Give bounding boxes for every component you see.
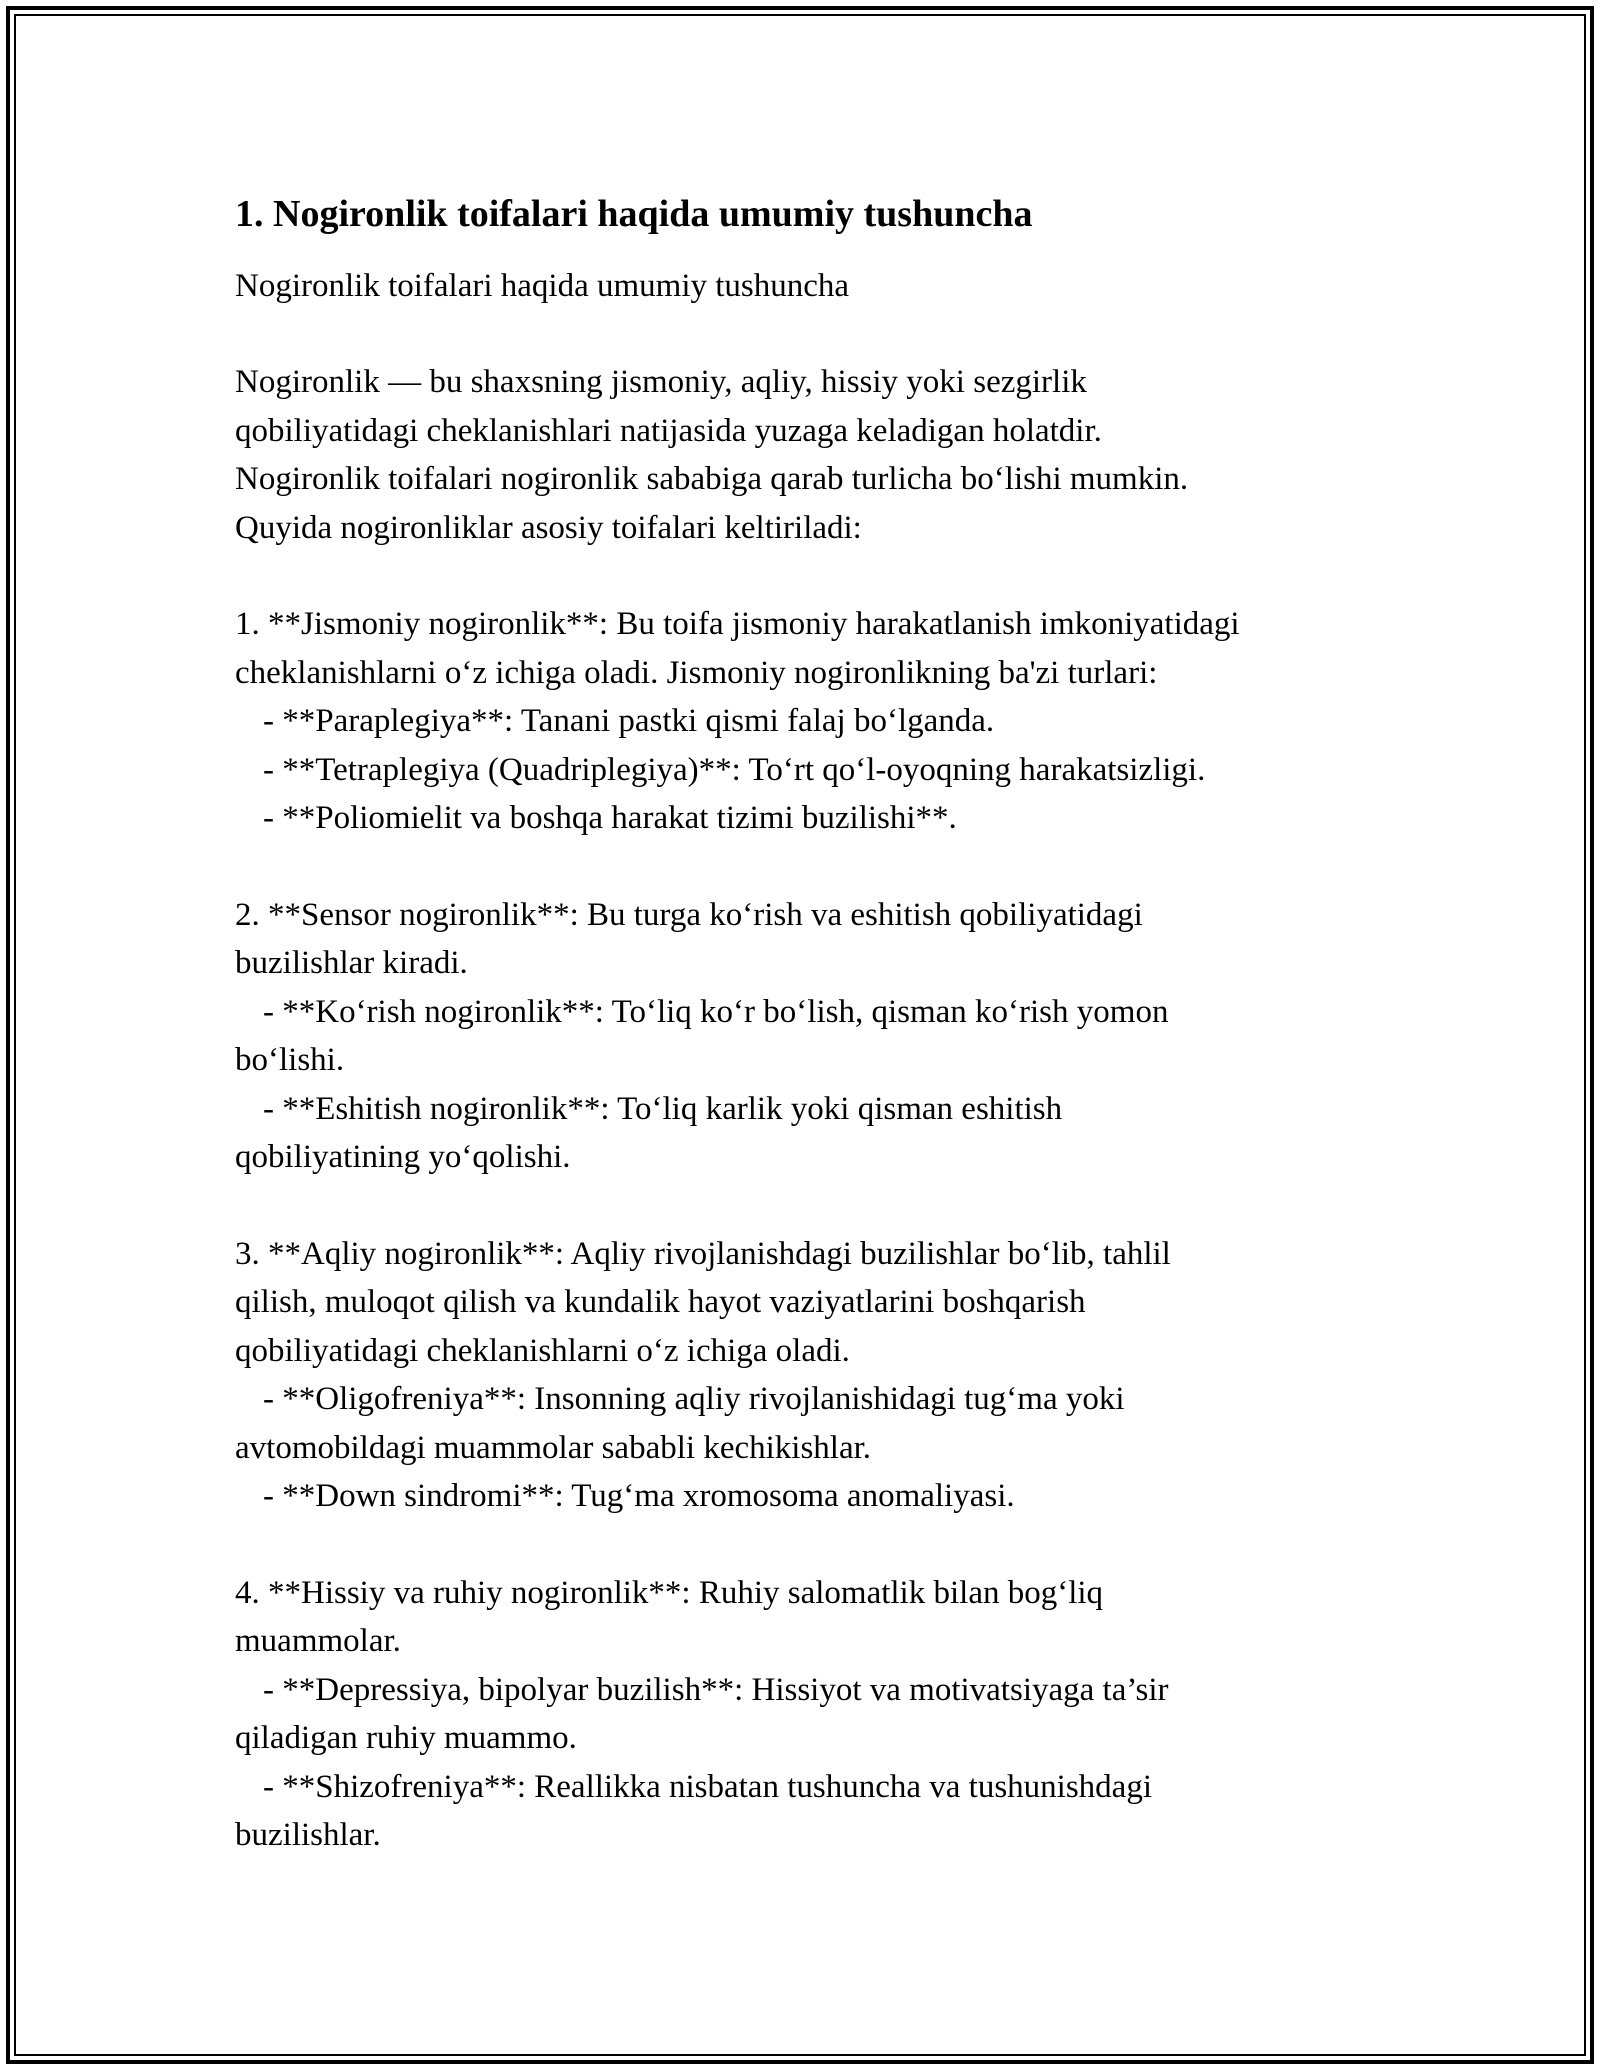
section-sensor <box>235 891 1415 1182</box>
intro-paragraph <box>235 358 1415 552</box>
list-item: - **Tetraplegiya (Quadriplegiya)**: To‘rt qo‘l-oyoqning harakatsizligi. <box>263 751 1206 788</box>
page-title: 1. Nogironlik toifalari haqida umumiy tushuncha <box>235 193 1033 235</box>
list-item-continuation: buzilishlar. <box>235 1817 381 1853</box>
list-item: - **Eshitish nogironlik**: To‘liq karlik yoki qisman eshitish <box>263 1090 1063 1127</box>
intro-line: Nogironlik — bu shaxsning jismoniy, aqliy, hissiy yoki sezgirlik <box>235 364 1087 400</box>
section-line: 2. **Sensor nogironlik**: Bu turga ko‘rish va eshitish qobiliyatidagi <box>235 896 1143 933</box>
document-body <box>235 186 1415 1860</box>
list-item: - **Ko‘rish nogironlik**: To‘liq ko‘r bo‘lish, qisman ko‘rish yomon <box>263 993 1169 1030</box>
section-line: 3. **Aqliy nogironlik**: Aqliy rivojlanishdagi buzilishlar bo‘lib, tahlil <box>235 1235 1171 1272</box>
list-item-continuation: avtomobildagi muammolar sababli kechikishlar. <box>235 1429 872 1466</box>
section-line: qilish, muloqot qilish va kundalik hayot vaziyatlarini boshqarish <box>235 1284 1086 1320</box>
list-item: - **Shizofreniya**: Reallikka nisbatan tushuncha va tushunishdagi <box>263 1768 1152 1805</box>
subtitle: Nogironlik toifalari haqida umumiy tushuncha <box>235 268 850 304</box>
section-physical <box>235 600 1415 843</box>
section-emotional <box>235 1569 1415 1860</box>
list-item: - **Paraplegiya**: Tanani pastki qismi falaj bo‘lganda. <box>263 703 995 739</box>
list-item-continuation: qobiliyatining yo‘qolishi. <box>235 1139 571 1175</box>
list-item: - **Depressiya, bipolyar buzilish**: Hissiyot va motivatsiyaga ta’sir <box>263 1671 1169 1708</box>
section-line: buzilishlar kiradi. <box>235 945 468 981</box>
list-item: - **Poliomielit va boshqa harakat tizimi buzilishi**. <box>263 800 957 836</box>
section-line: muammolar. <box>235 1623 401 1659</box>
section-line: 1. **Jismoniy nogironlik**: Bu toifa jismoniy harakatlanish imkoniyatidagi <box>235 606 1240 642</box>
section-line: cheklanishlarni o‘z ichiga oladi. Jismoniy nogironlikning ba'zi turlari: <box>235 654 1158 691</box>
intro-line: qobiliyatidagi cheklanishlari natijasida yuzaga keladigan holatdir. <box>235 412 1102 449</box>
section-line: qobiliyatidagi cheklanishlarni o‘z ichiga oladi. <box>235 1332 850 1369</box>
list-item-continuation: qiladigan ruhiy muammo. <box>235 1720 577 1756</box>
intro-line: Nogironlik toifalari nogironlik sababiga qarab turlicha bo‘lishi mumkin. <box>235 461 1189 497</box>
intro-line: Quyida nogironliklar asosiy toifalari keltiriladi: <box>235 509 862 546</box>
list-item: - **Down sindromi**: Tug‘ma xromosoma anomaliyasi. <box>263 1478 1015 1514</box>
section-intellectual <box>235 1230 1415 1521</box>
list-item: - **Oligofreniya**: Insonning aqliy rivojlanishidagi tug‘ma yoki <box>263 1381 1125 1417</box>
section-line: 4. **Hissiy va ruhiy nogironlik**: Ruhiy salomatlik bilan bog‘liq <box>235 1574 1104 1611</box>
list-item-continuation: bo‘lishi. <box>235 1042 345 1078</box>
